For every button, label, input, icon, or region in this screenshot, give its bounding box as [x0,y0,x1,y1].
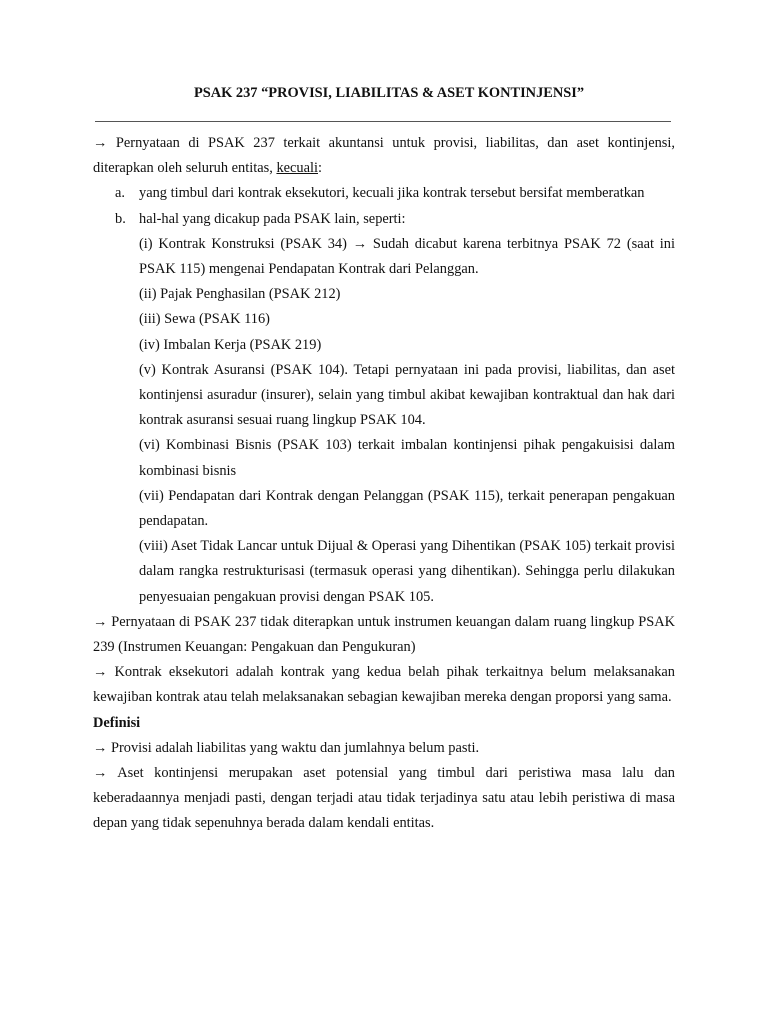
exception-marker: b. [115,210,126,227]
definitions-heading: Definisi [93,714,141,731]
exception-text: hal-hal yang dicakup pada PSAK lain, seperti: [139,210,406,227]
sub-item-viii: (viii) Aset Tidak Lancar untuk Dijual & Operasi yang Dihentikan (PSAK 105) terkait provisi dalam rangka restrukturisasi (termasuk operasi yang dihentikan). Sehingga perlu dilakukan penyesuaian pengakuan provisi dengan PSAK 105. [139,538,675,605]
title-divider [95,121,671,122]
intro-underlined-word: kecuali [276,160,318,177]
sub-item-vii: (vii) Pendapatan dari Kontrak dengan Pelanggan (PSAK 115), terkait penerapan pengakuan pendapatan. [139,487,675,530]
definition-aset-kontinjensi: → Aset kontinjensi merupakan aset potensial yang timbul dari peristiwa masa lalu dan keberadaannya menjadi pasti, dengan terjadi atau tidak terjadinya satu atau lebih peristiwa di masa depan yang tidak sepenuhnya berada dalam kendali entitas. [93,765,675,832]
exception-item-a [115,181,675,206]
sub-item-iv: (iv) Imbalan Kerja (PSAK 219) [139,336,322,353]
exception-text: yang timbul dari kontrak eksekutori, kecuali jika kontrak tersebut bersifat memberatkan [139,185,645,202]
document-title: PSAK 237 “PROVISI, LIABILITAS & ASET KONTINJENSI” [193,85,585,101]
definition-provisi: → Provisi adalah liabilitas yang waktu dan jumlahnya belum pasti. [93,739,480,756]
exception-marker: a. [115,185,125,202]
note-paragraph-eksekutori: → Kontrak eksekutori adalah kontrak yang kedua belah pihak terkaitnya belum melaksanakan kewajiban kontrak atau telah melaksanakan sebagian kewajiban mereka dengan proporsi yang sama. [93,664,675,706]
intro-paragraph [93,131,675,181]
sub-item-i: (i) Kontrak Konstruksi (PSAK 34) → Sudah dicabut karena terbitnya PSAK 72 (saat ini PSAK 115) mengenai Pendapatan Kontrak dari Pelanggan. [139,235,675,278]
exception-item-b [115,207,675,232]
intro-text: → Pernyataan di PSAK 237 terkait akuntansi untuk provisi, liabilitas, dan aset kontinjensi, diterapkan oleh seluruh entitas, [93,135,675,177]
note-paragraph-instrumen: → Pernyataan di PSAK 237 tidak diterapkan untuk instrumen keuangan dalam ruang lingkup PSAK 239 (Instrumen Keuangan: Pengakuan dan Pengukuran) [93,613,675,656]
intro-colon: : [318,160,322,177]
sub-item-vi: (vi) Kombinasi Bisnis (PSAK 103) terkait imbalan kontinjensi pihak pengakuisisi dalam kombinasi bisnis [139,437,675,479]
sub-item-iii: (iii) Sewa (PSAK 116) [139,311,270,328]
document-page [93,83,675,837]
sub-item-ii: (ii) Pajak Penghasilan (PSAK 212) [139,286,341,303]
sub-item-v: (v) Kontrak Asuransi (PSAK 104). Tetapi pernyataan ini pada provisi, liabilitas, dan aset kontinjensi asuradur (insurer), selain yang timbul akibat kewajiban kontraktual dan hak dari kontrak asuransi sesuai ruang lingkup PSAK 104. [139,361,675,429]
